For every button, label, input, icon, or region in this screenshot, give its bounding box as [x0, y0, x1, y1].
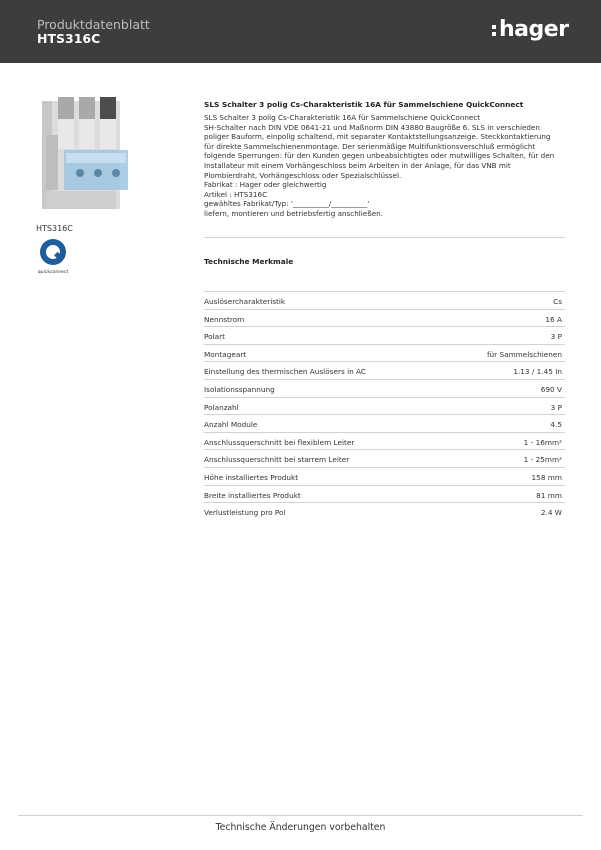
spec-value: Cs: [553, 297, 562, 306]
table-row: [204, 379, 565, 397]
product-caption: HTS316C: [36, 224, 73, 233]
spec-label: Einstellung des thermischen Auslösers in AC: [204, 367, 367, 377]
table-row: [204, 326, 565, 344]
spec-value: für Sammelschienen: [486, 349, 562, 359]
spec-value: 3 P: [550, 332, 562, 342]
table-row: [204, 467, 565, 485]
quickconnect-logo-text: quickconnect: [37, 270, 69, 275]
quickconnect-logo-icon: [36, 237, 70, 275]
spec-label: Polart: [204, 332, 225, 342]
spec-label: Anzahl Module: [204, 420, 258, 430]
table-row: [204, 309, 565, 327]
spec-label: Montageart: [204, 349, 247, 359]
spec-label: Anschlussquerschnitt bei starrem Leiter: [204, 455, 350, 465]
table-row: [204, 502, 565, 520]
table-row: [204, 344, 565, 362]
spec-label: Isolationsspannung: [204, 384, 275, 394]
specs-table: [204, 291, 565, 520]
spec-value: 2.4 W: [540, 508, 562, 518]
spec-value: 158 mm: [531, 472, 562, 482]
page-header: [0, 0, 601, 63]
table-row: [204, 485, 565, 503]
table-row: [204, 291, 565, 309]
spec-value: 1 - 25mm²: [523, 455, 562, 465]
spec-value: 3 P: [550, 402, 562, 412]
specs-title: Technische Merkmale: [204, 257, 294, 266]
table-row: [204, 449, 565, 467]
table-row: [204, 397, 565, 415]
spec-value: 1 - 16mm²: [523, 437, 562, 447]
table-row: [204, 361, 565, 379]
hager-logo-dots-icon: [492, 24, 497, 38]
spec-label: Anschlussquerschnitt bei flexiblem Leiter: [204, 437, 355, 447]
spec-label: Polanzahl: [204, 402, 239, 412]
spec-label: Höhe installiertes Produkt: [204, 472, 299, 482]
spec-value: 4.5: [550, 420, 562, 430]
spec-label: Nennstrom: [204, 314, 245, 324]
description-body: SLS Schalter 3 polig Cs-Charakteristik 16A für Sammelschiene QuickConnect SH-Schalter nach DIN VDE 0641-21 und Maßnorm DIN 43880 Baugröße 6. SLS in verschieden poliger Bauform, einpolig schaltend, mit separater Kontaktstellungsanzeige. Steckkontaktierung für direkte Sammelschienenmontage. Der serienmäßige Multifunktionsverschluß ermöglicht folgende Sperrungen: für den Kunden gegen unbeabsichtigtes oder mutwilliges Schalten, für den Installateur mit einem Vorhängeschloss beim Arbeiten in der Anlage, für das VNB mit Plombierdraht, Vorhängeschloss oder Spezialschlüssel. Fabrikat : Hager oder gleichwertig Artikel : HTS316C gewähltes Fabrikat/Typ: '__________/__________' liefern, montieren und betriebsfertig anschließen.: [204, 113, 555, 218]
product-image: [36, 95, 134, 217]
spec-label: Breite installiertes Produkt: [204, 490, 301, 500]
table-row: [204, 414, 565, 432]
spec-value: 81 mm: [536, 490, 562, 500]
spec-value: 16 A: [545, 314, 562, 324]
spec-label: Auslösercharakteristik: [204, 297, 286, 306]
spec-value: 690 V: [540, 384, 562, 394]
footer-divider: [18, 815, 583, 816]
document-type: Produktdatenblatt: [37, 17, 150, 32]
section-divider: [204, 237, 565, 238]
description-title: SLS Schalter 3 polig Cs-Charakteristik 16A für Sammelschiene QuickConnect: [204, 100, 524, 109]
document-title: HTS316C: [37, 31, 101, 46]
spec-label: Verlustleistung pro Pol: [204, 508, 286, 518]
hager-logo: hager: [499, 17, 569, 42]
spec-value: 1.13 / 1.45 In: [513, 367, 562, 377]
table-row: [204, 432, 565, 450]
footer-disclaimer: Technische Änderungen vorbehalten: [215, 822, 386, 833]
